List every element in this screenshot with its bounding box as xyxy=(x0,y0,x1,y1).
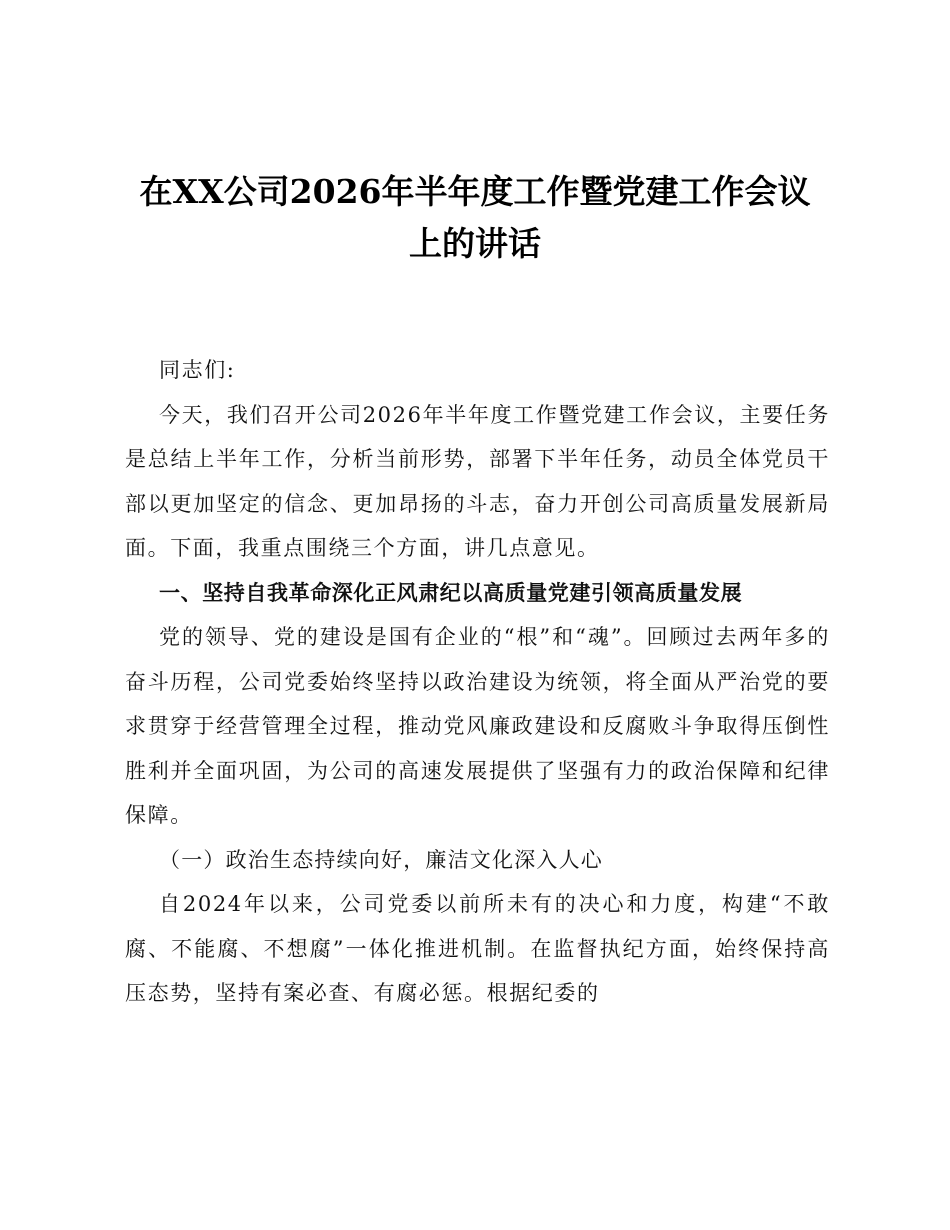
section-heading-1: 一、坚持自我革命深化正风肃纪以高质量党建引领高质量发展 xyxy=(159,580,743,605)
title-line-1: 在XX公司2026年半年度工作暨党建工作会议 xyxy=(139,172,811,211)
subsection-1-paragraph: 自2024年以来，公司党委以前所未有的决心和力度，构建“不敢腐、不能腐、不想腐”一体化推进机制。在监督执纪方面，始终保持高压态势，坚持有案必查、有腐必惩。根据纪委的 xyxy=(125,892,830,1005)
salutation: 同志们: xyxy=(159,358,236,382)
intro-paragraph: 今天，我们召开公司2026年半年度工作暨党建工作会议，主要任务是总结上半年工作，分析当前形势，部署下半年任务，动员全体党员干部以更加坚定的信念、更加昂扬的斗志，奋力开创公司高质量发展新局面。下面，我重点围绕三个方面，讲几点意见。 xyxy=(125,402,830,560)
section-1-paragraph: 党的领导、党的建设是国有企业的“根”和“魂”。回顾过去两年多的奋斗历程，公司党委始终坚持以政治建设为统领，将全面从严治党的要求贯穿于经营管理全过程，推动党风廉政建设和反腐败斗争取得压倒性胜利并全面巩固，为公司的高速发展提供了坚强有力的政治保障和纪律保障。 xyxy=(125,625,830,827)
subsection-heading-1: （一）政治生态持续向好，廉洁文化深入人心 xyxy=(159,847,603,872)
document-body xyxy=(125,348,830,1016)
document-title xyxy=(100,166,850,270)
title-line-2: 上的讲话 xyxy=(409,224,541,263)
